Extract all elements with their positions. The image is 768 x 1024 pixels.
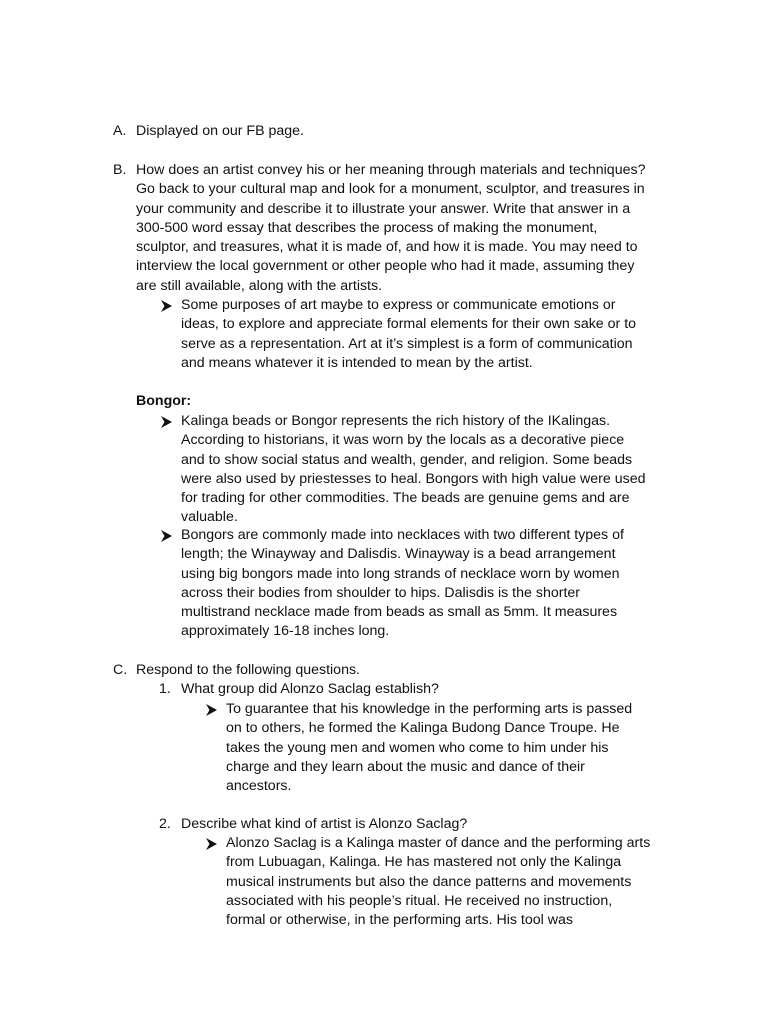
bongor-bullet-line: length; the Winayway and Dalisdis. Winayway is a bead arrangement <box>181 546 616 563</box>
section-c-text: Respond to the following questions. <box>136 662 360 678</box>
question-2-answer <box>226 834 696 930</box>
bongor-bullet-1 <box>181 412 681 528</box>
answer-line: To guarantee that his knowledge in the performing arts is passed <box>226 701 633 717</box>
bongor-bullet-line: valuable. <box>181 509 238 526</box>
answer-line: ancestors. <box>226 778 292 795</box>
arrowhead-bullet-icon <box>161 530 172 542</box>
question-2-text: Describe what kind of artist is Alonzo Saclag? <box>181 816 468 832</box>
bongor-bullet-line: According to historians, it was worn by the locals as a decorative piece <box>181 432 625 449</box>
section-b-bullet-line: Some purposes of art maybe to express or communicate emotions or <box>181 297 616 313</box>
arrowhead-bullet-icon <box>206 704 217 716</box>
bongor-bullet-line: using big bongors made into long strands of necklace worn by women <box>181 565 620 582</box>
section-b-line: are still available, along with the artists. <box>136 277 383 294</box>
section-b-bullet-line: and means whatever it is intended to mean by the artist. <box>181 354 533 371</box>
answer-line: associated with his people’s ritual. He received no instruction, <box>226 892 613 909</box>
answer-line: musical instruments but also the dance patterns and movements <box>226 873 632 890</box>
answer-line: Alonzo Saclag is a Kalinga master of dance and the performing arts <box>226 835 651 851</box>
arrowhead-bullet-icon <box>206 838 217 850</box>
section-b-line: How does an artist convey his or her meaning through materials and techniques? <box>136 162 646 178</box>
section-b-line: 300-500 word essay that describes the process of making the monument, <box>136 219 598 236</box>
answer-line: takes the young men and women who come to him under his <box>226 739 609 756</box>
question-1-answer <box>226 700 686 796</box>
answer-line: formal or otherwise, in the performing arts. His tool was <box>226 912 573 929</box>
bongor-bullet-line: multistrand necklace made from beads as small as 5mm. It measures <box>181 604 618 621</box>
bongor-bullet-line: Bongors are commonly made into necklaces with two different types of <box>181 527 624 543</box>
bongor-bullet-line: across their bodies from shoulder to hips. Dalisdis is the shorter <box>181 584 581 601</box>
section-b-line: Go back to your cultural map and look for a monument, sculptor, and treasures in <box>136 181 645 198</box>
bongor-bullet-line: and to show social status and wealth, gender, and religion. Some beads <box>181 451 633 468</box>
bongor-heading: Bongor: <box>136 393 192 409</box>
bongor-bullet-line: Kalinga beads or Bongor represents the rich history of the IKalingas. <box>181 413 611 429</box>
bongor-bullet-line: for trading for other commodities. The beads are genuine gems and are <box>181 490 630 507</box>
section-b-paragraph <box>136 161 696 296</box>
section-a-marker: A. <box>113 123 127 139</box>
section-a-text: Displayed on our FB page. <box>136 123 304 139</box>
arrowhead-bullet-icon <box>161 300 172 312</box>
question-2-marker: 2. <box>159 816 171 832</box>
bongor-bullet-line: approximately 16-18 inches long. <box>181 623 390 640</box>
section-b-line: sculptor, and treasures, what it is made of, and how it is made. You may need to <box>136 239 638 256</box>
bongor-bullet-line: were also used by priestesses to heal. Bongors with high value were used <box>181 470 646 487</box>
question-1-marker: 1. <box>159 681 171 697</box>
section-b-bullet-line: ideas, to explore and appreciate formal elements for their own sake or to <box>181 316 637 333</box>
answer-line: charge and they learn about the music and dance of their <box>226 758 585 775</box>
arrowhead-bullet-icon <box>161 416 172 428</box>
section-b-bullet-line: serve as a representation. Art at it’s simplest is a form of communication <box>181 335 633 352</box>
bongor-bullet-2 <box>181 526 681 642</box>
answer-line: on to others, he formed the Kalinga Budong Dance Troupe. He <box>226 720 620 737</box>
question-1-text: What group did Alonzo Saclag establish? <box>181 681 439 697</box>
section-b-line: your community and describe it to illustrate your answer. Write that answer in a <box>136 200 631 217</box>
section-b-marker: B. <box>113 162 127 178</box>
section-b-bullet <box>181 296 681 373</box>
section-c-marker: C. <box>113 662 128 678</box>
section-b-line: interview the local government or other people who had it made, assuming they <box>136 258 635 275</box>
answer-line: from Lubuagan, Kalinga. He has mastered not only the Kalinga <box>226 854 622 871</box>
